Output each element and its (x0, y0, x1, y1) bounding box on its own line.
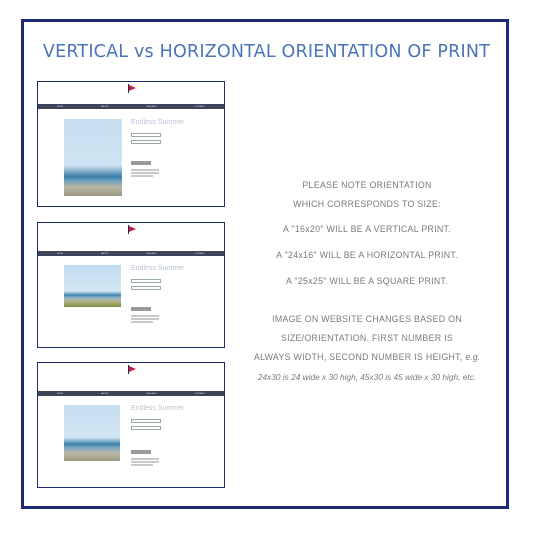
horizontal-print-example (37, 222, 225, 348)
nav-item: SHOP (56, 392, 64, 395)
note-line: 24x30 is 24 wide x 30 high, 45x30 is 45 wide x 30 high, etc. (257, 372, 477, 382)
size-select (131, 279, 161, 283)
product-photo (64, 265, 121, 307)
flag-logo-icon (129, 366, 136, 372)
finish-select (131, 140, 161, 144)
text-line (131, 464, 153, 466)
product-title: Endless Summer (131, 265, 185, 272)
add-to-cart-button (131, 450, 151, 454)
text-line (131, 318, 159, 320)
note-line (237, 352, 497, 362)
note-line: SIZE/ORIENTATION. FIRST NUMBER IS (280, 333, 454, 343)
site-nav (38, 104, 224, 109)
site-nav (38, 391, 224, 396)
add-to-cart-button (131, 161, 151, 165)
vertical-print-example (37, 81, 225, 207)
note-text: ALWAYS WIDTH, SECOND NUMBER IS HEIGHT, (253, 352, 463, 362)
nav-item: SHOP (56, 105, 64, 108)
note-line: A "24x16" WILL BE A HORIZONTAL PRINT. (276, 250, 458, 260)
nav-item: CONTACT (194, 252, 206, 255)
nav-item: GALLERY (146, 252, 157, 255)
add-to-cart-button (131, 307, 151, 311)
site-nav (38, 251, 224, 256)
product-photo (64, 405, 120, 461)
nav-item: ABOUT (101, 252, 109, 255)
text-line (131, 175, 153, 177)
finish-select (131, 286, 161, 290)
flag-logo-icon (129, 85, 136, 91)
nav-item: CONTACT (194, 392, 206, 395)
finish-select (131, 426, 161, 430)
product-title: Endless Summer (131, 405, 185, 412)
note-line: WHICH CORRESPONDS TO SIZE: (293, 199, 441, 209)
flag-logo-icon (129, 226, 136, 232)
note-line: IMAGE ON WEBSITE CHANGES BASED ON (272, 314, 462, 324)
note-line: A "25x25" WILL BE A SQUARE PRINT. (285, 276, 448, 286)
note-line: A "16x20" WILL BE A VERTICAL PRINT. (283, 224, 451, 234)
text-line (131, 315, 159, 317)
nav-item: ABOUT (101, 105, 109, 108)
square-print-example (37, 362, 225, 488)
text-line (131, 169, 159, 171)
note-line: PLEASE NOTE ORIENTATION (302, 180, 432, 190)
text-line (131, 172, 159, 174)
size-select (131, 133, 161, 137)
text-line (131, 461, 159, 463)
text-line (131, 321, 153, 323)
nav-item: GALLERY (146, 392, 157, 395)
note-eg: e.g. (465, 352, 481, 362)
text-line (131, 458, 159, 460)
nav-item: GALLERY (146, 105, 157, 108)
nav-item: ABOUT (101, 392, 109, 395)
size-select (131, 419, 161, 423)
nav-item: SHOP (56, 252, 64, 255)
product-photo (64, 119, 122, 196)
page-title: VERTICAL vs HORIZONTAL ORIENTATION OF PRINT (42, 42, 491, 62)
product-title: Endless Summer (131, 119, 185, 126)
nav-item: CONTACT (194, 105, 206, 108)
